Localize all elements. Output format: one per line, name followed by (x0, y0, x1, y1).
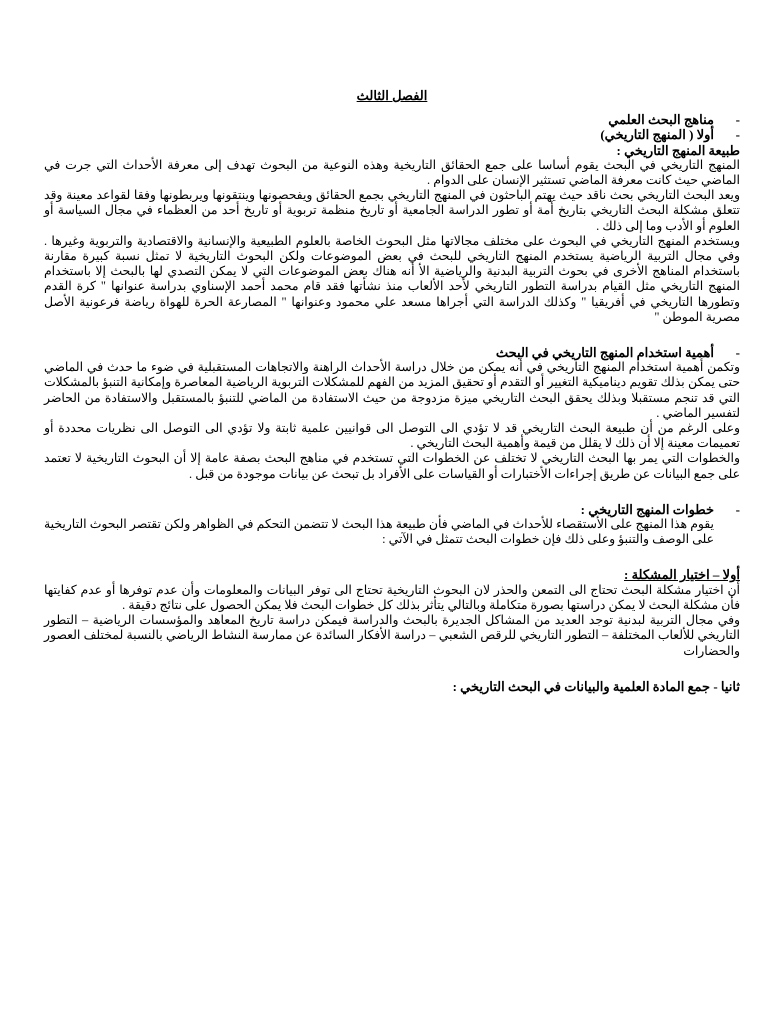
problem-paragraph-1: أن اختيار مشكلة البحث تحتاج الى التمعن والحذر لان البحوث التاريخية تحتاج الى توفر البيانات والمعلومات وأن عدم توفرها أو عدم كفايتها فأن مشكلة البحث لا يمكن دراستها بصورة متكاملة وبالتالي يتأثر بذلك كل خطوات البحث فلا يمكن الحصول على نتائج دقيقة . (44, 582, 740, 612)
collect-heading: ثانيا - جمع المادة العلمية والبيانات في البحث التاريخي : (452, 678, 740, 694)
nature-paragraph-1: المنهج التاريخي في البحث يقوم أساسا على جمع الحقائق التاريخية وهذه النوعية من البحوث تهدف إلى معرفة الأحداث التي جرت في الماضي حيث كانت معرفة الماضي تستثير الإنسان على الدوام . (44, 157, 740, 188)
steps-heading-text: خطوات المنهج التاريخي : (580, 501, 714, 517)
chapter-title: الفصل الثالث (356, 88, 428, 103)
importance-heading (44, 345, 740, 360)
nature-heading: طبيعة المنهج التاريخي : (616, 142, 740, 158)
bullet-research-methods (44, 112, 740, 127)
importance-heading-text: أهمية استخدام المنهج التاريخي في البحث (495, 345, 714, 361)
importance-paragraph-2: وعلى الرغم من أن طبيعة البحث التاريخي قد لا تؤدي الى التوصل الى قوانيين علمية ثابتة ولا تؤدي الى التوصل الى نظريات محددة أو تعميمات معينة إلا أن ذلك لا يقلل من قيمة وأهمية البحث التاريخي . (44, 421, 740, 451)
importance-paragraph-3: والخطوات التي يمر بها البحث التاريخي لا تختلف عن الخطوات التي تستخدم في مناهج البحث بصفة عامة إلا أن البحوث التاريخية لا تعتمد على جمع البيانات عن طريق إجراءات الأختبارات أو القياسات على الأفراد بل تبحث عن بيانات موجودة من قبل . (44, 451, 740, 481)
bullet-text: أولا ( المنهج التاريخي) (600, 127, 714, 143)
nature-paragraph-2: ويعد البحث التاريخي بحث ناقد حيث يهتم الباحثون في المنهج التاريخي بجمع الحقائق ويفحصونها وينتقونها ويربطونها وفقا لقواعد معينة وقد تتعلق مشكلة البحث التاريخي بتاريخ أمة أو تطور الدراسة الجامعية أو تاريخ منظمة تربوية أو تاريخ أحد من العظماء في مجال السياسة أو العلوم أو الأدب وما إلى ذلك . (44, 188, 740, 233)
dash-bullet-icon: - (735, 501, 740, 517)
dash-bullet-icon: - (735, 127, 740, 143)
problem-heading: أولا – اختيار المشكلة : (623, 567, 740, 583)
importance-paragraph-1: وتكمن أهمية استخدام المنهج التاريخي في أنه يمكن من خلال دراسة الأحداث الراهنة والاتجاهات المستقبلية في ضوء ما حدث في الماضي حتى يمكن بذلك تقويم ديناميكية التغيير أو التقدم أو تحقيق المزيد من الفهم للمشكلات التربوية الرياضية المعاصرة وإمكانية التنبؤ بالمشكلات التي قد تنجم مستقبلا وبذلك يحقق البحث التاريخي ميزة مزدوجة من حيث الاستفادة من الماضي للتنبؤ بالمستقبل والاستفادة من الحاضر لتفسير الماضي . (44, 360, 740, 420)
bullet-historical-method (44, 127, 740, 142)
nature-paragraph-3: ويستخدم المنهج التاريخي في البحوث على مختلف مجالاتها مثل البحوث الخاصة بالعلوم الطبيعية والإنسانية والاقتصادية والتربوية وغيرها . وفي مجال التربية الرياضية يستخدم المنهج التاريخي للبحث في بعض الموضوعات ولكن البحوث التاريخية لا تمثل نسبة كبيرة مقارنة باستخدام المناهج الأخرى في بحوث التربية البدنية والرياضية الأ أنه هناك بعض الموضوعات التي لا يمكن التصدي لها بالبحث إلا باستخدام المنهج التاريخي مثل القيام بدراسة التطور التاريخي لأحد الألعاب منذ نشأتها فقد قام محمد أحمد الإسناوي بدراسة عنوانها " كرة القدم وتطورها التاريخي في أفريقيا " وكذلك الدراسة التي أجراها مسعد علي محمود وعنوانها " المصارعة الحرة للهواة رياضة فرعونية الأصل مصرية الموطن " (44, 233, 740, 324)
dash-bullet-icon: - (735, 345, 740, 361)
problem-paragraph-2: وفي مجال التربية لبدنية توجد العديد من المشاكل الجديرة بالبحث والدراسة فيمكن دراسة تاريخ المعاهد والمؤسسات الرياضية – التطور التاريخي للألعاب المختلفة – التطور التاريخي للرقص الشعبي – دراسة الأفكار السائدة عن ممارسة النشاط الرياضي بالنسبة لمختلف العصور والحضارات (44, 613, 740, 658)
bullet-text: مناهج البحث العلمي (608, 112, 714, 128)
steps-heading (44, 502, 740, 517)
dash-bullet-icon: - (735, 112, 740, 128)
steps-paragraph: يقوم هذا المنهج على الأستقصاء للأحداث في الماضي فأن طبيعة هذا البحث لا تتضمن التحكم في الظواهر ولكن تقتصر البحوث التاريخية على الوصف والتنبؤ وعلى ذلك فإن خطوات البحث تتمثل في الآتي : (44, 517, 714, 547)
